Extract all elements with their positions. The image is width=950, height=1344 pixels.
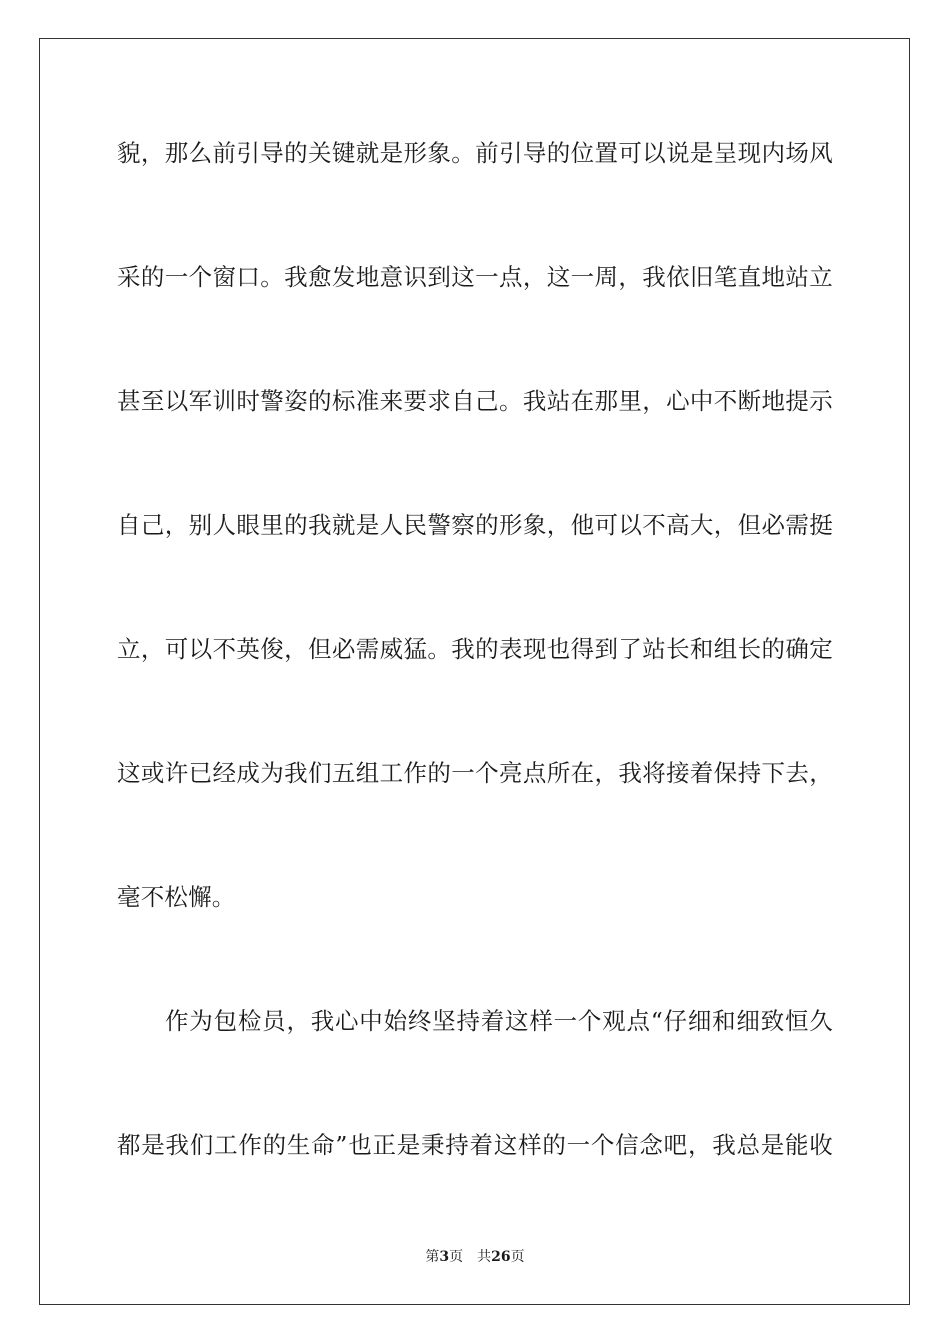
body-text-line-1: 貌，那么前引导的关键就是形象。前引导的位置可以说是呈现内场风: [117, 139, 833, 167]
page-prefix: 第: [425, 1249, 440, 1265]
current-page-number: 3: [439, 1249, 450, 1265]
total-suffix: 页: [510, 1249, 525, 1265]
body-text-line-5: 立，可以不英俊，但必需威猛。我的表现也得到了站长和组长的确定: [117, 635, 833, 663]
body-text-line-4: 自己，别人眼里的我就是人民警察的形象，他可以不高大，但必需挺: [117, 511, 833, 539]
body-text-line-9: 都是我们工作的生命”也正是秉持着这样的一个信念吧，我总是能收: [117, 1131, 833, 1159]
page-border: [39, 38, 910, 1305]
total-page-count: 26: [491, 1249, 511, 1265]
paragraph-start-line: 作为包检员，我心中始终坚持着这样一个观点“仔细和细致恒久: [165, 1007, 833, 1035]
body-text-line-3: 甚至以军训时警姿的标准来要求自己。我站在那里，心中不断地提示: [117, 387, 833, 415]
page-suffix: 页: [449, 1249, 464, 1265]
page-number-footer: [0, 1248, 950, 1266]
body-text-line-2: 采的一个窗口。我愈发地意识到这一点，这一周，我依旧笔直地站立: [117, 263, 833, 291]
body-text-line-6: 这或许已经成为我们五组工作的一个亮点所在，我将接着保持下去，: [117, 759, 833, 787]
body-text-line-7: 毫不松懈。: [117, 883, 236, 911]
total-prefix: 共: [477, 1249, 492, 1265]
